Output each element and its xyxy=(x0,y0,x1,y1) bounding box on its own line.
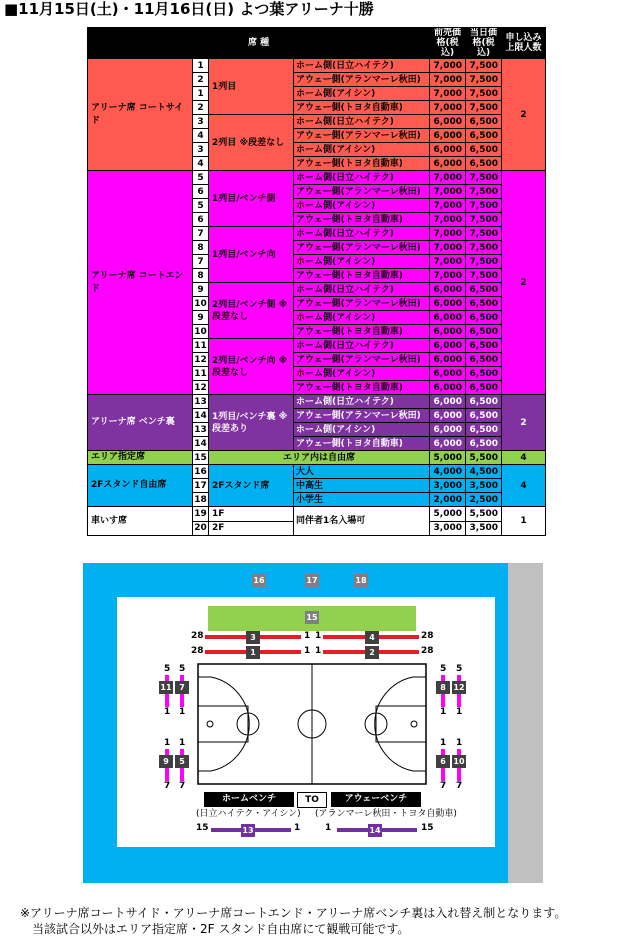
row-end-label: 7 xyxy=(164,781,171,791)
seat-number: 3 xyxy=(193,115,209,129)
row-label: 1列目/ベンチ側 xyxy=(209,171,294,227)
day-price: 6,500 xyxy=(466,115,502,129)
pre-price: 6,000 xyxy=(430,157,466,171)
seat-number: 11 xyxy=(194,368,207,379)
seat-number: 6 xyxy=(193,213,209,227)
row-label: 1列目 xyxy=(209,59,294,115)
side-label: ホーム側(アイシン) xyxy=(294,423,430,437)
pre-price: 7,000 xyxy=(430,59,466,73)
row-end-label: 1 xyxy=(294,823,301,833)
seat-block-5: 5 xyxy=(175,755,189,768)
row-label: 2Fスタンド席 xyxy=(209,465,294,507)
seat-block-2: 2 xyxy=(365,646,379,659)
row-label: 1列目/ベンチ向 xyxy=(209,227,294,283)
pre-price: 6,000 xyxy=(430,297,466,311)
pre-price: 7,000 xyxy=(430,255,466,269)
pre-price: 6,000 xyxy=(430,339,466,353)
category-courtend: アリーナ席 コートエンド xyxy=(88,171,193,395)
row-end-label: 1 xyxy=(164,707,171,717)
seat-number: 4 xyxy=(193,129,209,143)
header-day-price: 当日価格(税込) xyxy=(466,28,502,59)
seat-map xyxy=(83,563,543,883)
day-price: 6,500 xyxy=(466,395,502,409)
seat-number: 10 xyxy=(194,326,207,337)
footnote xyxy=(20,905,566,937)
seat-number: 5 xyxy=(193,171,209,185)
day-price: 7,500 xyxy=(466,255,502,269)
limit-value: 1 xyxy=(502,507,546,536)
seat-block-12: 12 xyxy=(453,683,465,692)
day-price: 7,500 xyxy=(466,171,502,185)
pre-price: 6,000 xyxy=(430,395,466,409)
day-price: 6,500 xyxy=(466,339,502,353)
side-label: アウェー側(アランマーレ秋田) xyxy=(294,241,430,255)
seat-number: 17 xyxy=(194,480,207,491)
day-price: 6,500 xyxy=(466,409,502,423)
day-price: 7,500 xyxy=(466,199,502,213)
side-label: ホーム側(アイシン) xyxy=(294,143,430,157)
row-end-label: 5 xyxy=(456,664,463,674)
seat-number: 5 xyxy=(193,199,209,213)
seat-block-18: 18 xyxy=(355,576,367,585)
seat-number: 8 xyxy=(193,269,209,283)
side-label: アウェー側(アランマーレ秋田) xyxy=(294,73,430,87)
side-label: ホーム側(アイシン) xyxy=(294,367,430,381)
side-label: アウェー側(アランマーレ秋田) xyxy=(294,297,430,311)
pre-price: 6,000 xyxy=(430,325,466,339)
header-seat: 席 種 xyxy=(88,28,430,59)
day-price: 7,500 xyxy=(466,59,502,73)
day-price: 6,500 xyxy=(466,129,502,143)
row-end-label: 5 xyxy=(179,664,186,674)
pre-price: 6,000 xyxy=(430,423,466,437)
category-courtside: アリーナ席 コートサイド xyxy=(88,59,193,171)
row-end-label: 7 xyxy=(440,781,447,791)
side-label: ホーム側(日立ハイテク) xyxy=(294,115,430,129)
pre-price: 3,000 xyxy=(430,479,466,493)
side-label: ホーム側(日立ハイテク) xyxy=(294,283,430,297)
seat-block-11: 11 xyxy=(160,683,172,692)
seat-number: 11 xyxy=(194,340,207,351)
day-price: 6,500 xyxy=(466,283,502,297)
row-label: 2列目 ※段差なし xyxy=(209,115,294,171)
category-wheelchair: 車いす席 xyxy=(88,507,193,536)
pre-price: 7,000 xyxy=(430,213,466,227)
seat-number: 1 xyxy=(193,87,209,101)
day-price: 3,500 xyxy=(466,521,502,536)
pre-price: 2,000 xyxy=(430,493,466,507)
row-end-label: 1 xyxy=(315,646,322,656)
limit-value: 4 xyxy=(502,451,546,465)
category-area: エリア指定席 xyxy=(88,451,193,465)
side-label: アウェー側(トヨタ自動車) xyxy=(294,381,430,395)
seat-number: 14 xyxy=(194,410,207,421)
day-price: 5,500 xyxy=(466,451,502,465)
table-officials: TO xyxy=(297,792,327,808)
day-price: 7,500 xyxy=(466,185,502,199)
side-label: アウェー側(トヨタ自動車) xyxy=(294,269,430,283)
row-end-label: 5 xyxy=(164,664,171,674)
side-label: ホーム側(日立ハイテク) xyxy=(294,171,430,185)
day-price: 7,500 xyxy=(466,227,502,241)
row-end-label: 1 xyxy=(304,646,311,656)
day-price: 5,500 xyxy=(466,507,502,522)
seat-number: 2 xyxy=(193,73,209,87)
side-label: ホーム側(日立ハイテク) xyxy=(294,339,430,353)
row-end-label: 1 xyxy=(440,738,447,748)
row-end-label: 15 xyxy=(421,823,434,833)
seat-number: 16 xyxy=(194,466,207,477)
pre-price: 7,000 xyxy=(430,73,466,87)
seat-number: 12 xyxy=(194,354,207,365)
row-label: 2列目/ベンチ向 ※段差なし xyxy=(209,339,294,395)
row-label: 1列目/ベンチ裏 ※段差あり xyxy=(209,395,294,451)
row-end-label: 7 xyxy=(456,781,463,791)
seat-block-14: 14 xyxy=(369,826,381,835)
limit-value: 4 xyxy=(502,465,546,507)
day-price: 2,500 xyxy=(466,493,502,507)
seat-number: 1 xyxy=(193,59,209,73)
seat-block-3: 3 xyxy=(246,631,260,644)
pre-price: 6,000 xyxy=(430,283,466,297)
table-header-row xyxy=(88,28,546,59)
seat-block-10: 10 xyxy=(453,757,465,766)
row-end-label: 1 xyxy=(315,631,322,641)
row-end-label: 28 xyxy=(191,631,204,641)
floor-label: 1F xyxy=(209,507,294,522)
pre-price: 7,000 xyxy=(430,185,466,199)
footnote-line-1: ※アリーナ席コートサイド・アリーナ席コートエンド・アリーナ席ベンチ裏は入れ替え制となります。 xyxy=(20,906,567,920)
row-end-label: 1 xyxy=(304,631,311,641)
day-price: 6,500 xyxy=(466,381,502,395)
seat-block-1: 1 xyxy=(246,646,260,659)
side-label: アウェー側(トヨタ自動車) xyxy=(294,157,430,171)
row-end-label: 28 xyxy=(421,631,434,641)
pre-price: 7,000 xyxy=(430,87,466,101)
day-price: 6,500 xyxy=(466,325,502,339)
row-end-label: 28 xyxy=(421,646,434,656)
seat-price-table xyxy=(87,27,546,536)
day-price: 4,500 xyxy=(466,465,502,479)
pre-price: 4,000 xyxy=(430,465,466,479)
wheelchair-note: 同伴者1名入場可 xyxy=(294,507,430,536)
seat-number: 13 xyxy=(194,424,207,435)
seat-number: 3 xyxy=(193,143,209,157)
row-end-label: 1 xyxy=(440,707,447,717)
row-end-label: 5 xyxy=(440,664,447,674)
table-row xyxy=(88,395,546,409)
side-label: アウェー側(トヨタ自動車) xyxy=(294,101,430,115)
pre-price: 6,000 xyxy=(430,353,466,367)
seat-block-7: 7 xyxy=(175,681,189,694)
side-label: アウェー側(トヨタ自動車) xyxy=(294,437,430,451)
seat-number: 10 xyxy=(194,298,207,309)
gray-stand-area xyxy=(508,563,543,883)
day-price: 7,500 xyxy=(466,73,502,87)
area-note: エリア内は自由席 xyxy=(209,451,430,465)
day-price: 6,500 xyxy=(466,367,502,381)
away-bench: アウェーベンチ xyxy=(331,792,421,807)
table-row xyxy=(88,451,546,465)
side-label: ホーム側(アイシン) xyxy=(294,87,430,101)
pre-price: 6,000 xyxy=(430,129,466,143)
table-row xyxy=(88,465,546,479)
side-label: ホーム側(日立ハイテク) xyxy=(294,395,430,409)
pre-price: 6,000 xyxy=(430,437,466,451)
limit-value: 2 xyxy=(502,59,546,171)
seat-block-8: 8 xyxy=(436,681,450,694)
ticket-type: 大人 xyxy=(294,465,430,479)
seat-block-6: 6 xyxy=(436,755,450,768)
pre-price: 6,000 xyxy=(430,367,466,381)
side-label: アウェー側(アランマーレ秋田) xyxy=(294,409,430,423)
seat-block-16: 16 xyxy=(253,576,265,585)
pre-price: 7,000 xyxy=(430,171,466,185)
pre-price: 7,000 xyxy=(430,227,466,241)
limit-value: 2 xyxy=(502,171,546,395)
seat-number: 2 xyxy=(193,101,209,115)
row-end-label: 28 xyxy=(191,646,204,656)
seat-block-4: 4 xyxy=(365,631,379,644)
seat-block-15: 15 xyxy=(306,613,318,622)
side-label: ホーム側(アイシン) xyxy=(294,199,430,213)
seat-number: 7 xyxy=(193,227,209,241)
page-heading: ■11月15日(土)・11月16日(日) よつ葉アリーナ十勝 xyxy=(4,0,374,18)
table-row xyxy=(88,171,546,185)
pre-price: 3,000 xyxy=(430,521,466,536)
row-end-label: 15 xyxy=(196,823,209,833)
seat-block-9: 9 xyxy=(159,755,173,768)
table-row xyxy=(88,507,546,522)
seat-number: 8 xyxy=(193,241,209,255)
day-price: 6,500 xyxy=(466,297,502,311)
pre-price: 7,000 xyxy=(430,199,466,213)
day-price: 7,500 xyxy=(466,213,502,227)
pre-price: 6,000 xyxy=(430,381,466,395)
side-label: アウェー側(トヨタ自動車) xyxy=(294,213,430,227)
pre-price: 5,000 xyxy=(430,507,466,522)
footnote-line-2: 当該試合以外はエリア指定席・2F スタンド自由席にて観戦可能です。 xyxy=(32,922,410,936)
side-label: アウェー側(アランマーレ秋田) xyxy=(294,185,430,199)
home-bench: ホームベンチ xyxy=(204,792,294,807)
row-end-label: 1 xyxy=(456,738,463,748)
seat-number: 6 xyxy=(193,185,209,199)
row-label: 2列目/ベンチ側 ※段差なし xyxy=(209,283,294,339)
day-price: 7,500 xyxy=(466,269,502,283)
basketball-court xyxy=(197,663,427,785)
seat-number: 4 xyxy=(193,157,209,171)
seat-number: 7 xyxy=(193,255,209,269)
seat-block-13: 13 xyxy=(242,826,254,835)
seat-number: 9 xyxy=(193,283,209,297)
side-label: ホーム側(日立ハイテク) xyxy=(294,227,430,241)
pre-price: 6,000 xyxy=(430,311,466,325)
day-price: 6,500 xyxy=(466,311,502,325)
pre-price: 6,000 xyxy=(430,409,466,423)
day-price: 7,500 xyxy=(466,241,502,255)
day-price: 6,500 xyxy=(466,353,502,367)
day-price: 6,500 xyxy=(466,437,502,451)
row-end-label: 1 xyxy=(164,738,171,748)
seat-number: 20 xyxy=(193,521,209,536)
table-row xyxy=(88,59,546,73)
ticket-type: 中高生 xyxy=(294,479,430,493)
row-end-label: 1 xyxy=(179,738,186,748)
side-label: アウェー側(アランマーレ秋田) xyxy=(294,129,430,143)
seat-number: 19 xyxy=(193,507,209,522)
seat-number: 18 xyxy=(194,494,207,505)
pre-price: 5,000 xyxy=(430,451,466,465)
day-price: 6,500 xyxy=(466,157,502,171)
row-end-label: 1 xyxy=(456,707,463,717)
day-price: 6,500 xyxy=(466,423,502,437)
pre-price: 6,000 xyxy=(430,143,466,157)
day-price: 7,500 xyxy=(466,87,502,101)
row-end-label: 7 xyxy=(179,781,186,791)
pre-price: 6,000 xyxy=(430,115,466,129)
side-label: ホーム側(アイシン) xyxy=(294,311,430,325)
seat-block-17: 17 xyxy=(306,576,318,585)
row-end-label: 1 xyxy=(325,823,332,833)
side-label: アウェー側(アランマーレ秋田) xyxy=(294,353,430,367)
seat-number: 12 xyxy=(194,382,207,393)
seat-number: 9 xyxy=(193,311,209,325)
pre-price: 7,000 xyxy=(430,241,466,255)
day-price: 3,500 xyxy=(466,479,502,493)
day-price: 6,500 xyxy=(466,143,502,157)
day-price: 7,500 xyxy=(466,101,502,115)
header-limit: 申し込み上限人数 xyxy=(502,28,546,59)
side-label: ホーム側(アイシン) xyxy=(294,255,430,269)
ticket-type: 小学生 xyxy=(294,493,430,507)
side-label: アウェー側(トヨタ自動車) xyxy=(294,325,430,339)
header-pre-price: 前売価格(税込) xyxy=(430,28,466,59)
pre-price: 7,000 xyxy=(430,269,466,283)
row-end-label: 1 xyxy=(179,707,186,717)
seat-number: 15 xyxy=(194,452,207,463)
category-bench-back: アリーナ席 ベンチ裏 xyxy=(88,395,193,451)
home-bench-teams: (日立ハイテク・アイシン) xyxy=(196,809,301,819)
limit-value: 2 xyxy=(502,395,546,451)
side-label: ホーム側(日立ハイテク) xyxy=(294,59,430,73)
category-stand: 2Fスタンド自由席 xyxy=(88,465,193,507)
seat-number: 13 xyxy=(194,396,207,407)
pre-price: 7,000 xyxy=(430,101,466,115)
floor-label: 2F xyxy=(209,521,294,536)
away-bench-teams: (アランマーレ秋田・トヨタ自動車) xyxy=(315,809,457,819)
seat-number: 14 xyxy=(194,438,207,449)
